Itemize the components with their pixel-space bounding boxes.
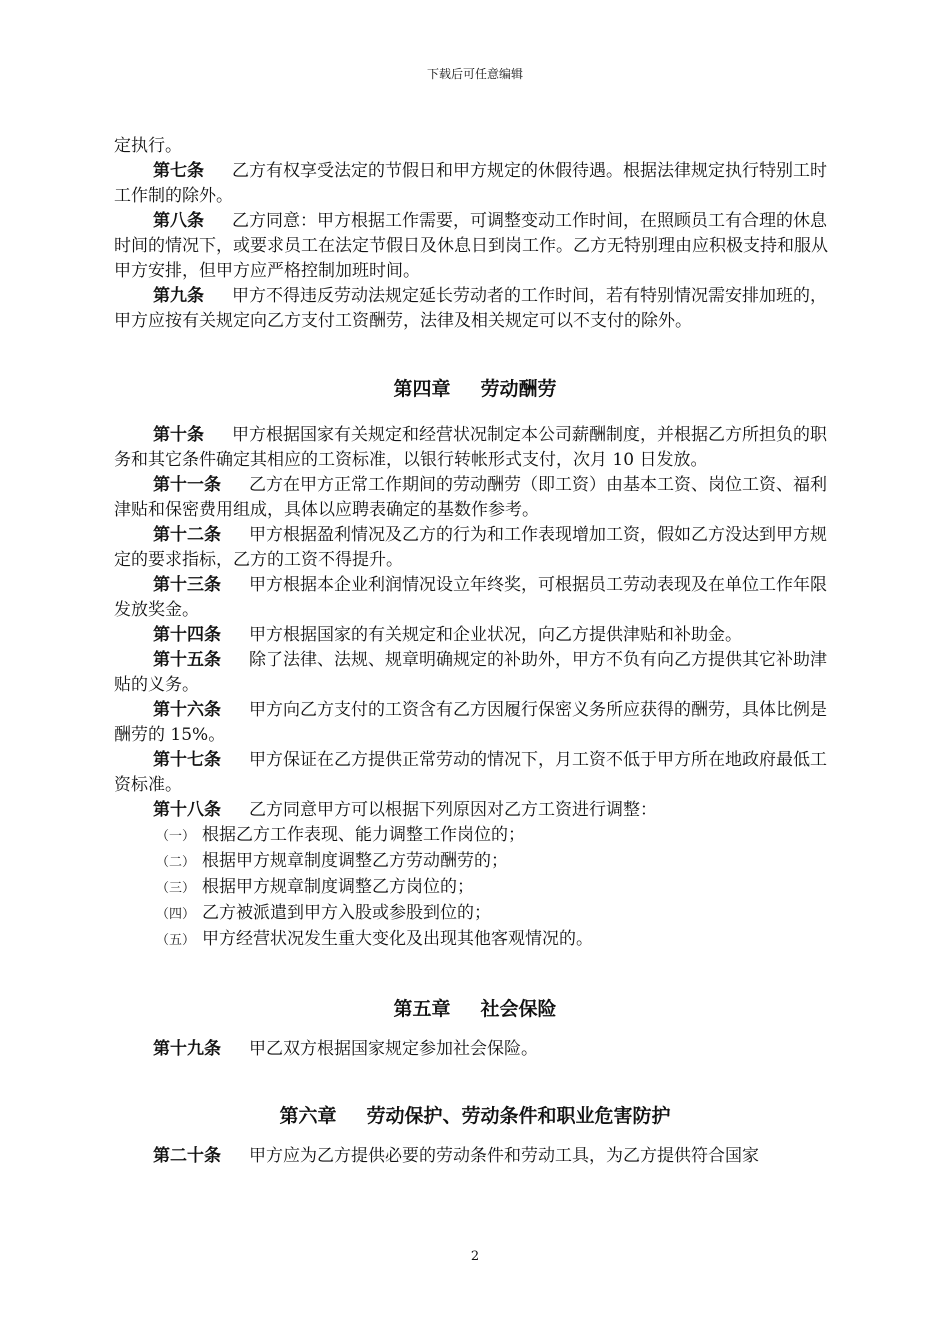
article-number: 第二十条: [153, 1146, 221, 1166]
article-7: [114, 159, 836, 209]
article-number: 第十八条: [153, 800, 221, 820]
document-body: [114, 134, 836, 1169]
article-number: 第十九条: [153, 1039, 221, 1059]
article-19: [114, 1037, 836, 1062]
article-number: 第十条: [153, 425, 204, 445]
chapter-5-heading: [114, 996, 836, 1022]
list-item-text: 甲方经营状况发生重大变化及出现其他客观情况的。: [202, 929, 593, 949]
article-text: 甲方应为乙方提供必要的劳动条件和劳动工具，为乙方提供符合国家: [249, 1146, 759, 1166]
list-item: [114, 927, 836, 953]
article-8: [114, 209, 836, 284]
article-17: [114, 748, 836, 798]
article-text: 甲方根据国家的有关规定和企业状况，向乙方提供津贴和补助金。: [249, 625, 742, 645]
article-text: 甲方向乙方支付的工资含有乙方因履行保密义务所应获得的酬劳，具体比例是酬劳的 15%。: [114, 700, 827, 745]
list-item: [114, 849, 836, 875]
article-9: [114, 284, 836, 334]
continued-text: 定执行。: [114, 136, 182, 156]
list-item-number: （五）: [156, 933, 196, 948]
chapter-title: 社会保险: [480, 998, 557, 1020]
article-number: 第十五条: [153, 650, 221, 670]
chapter-number: 第六章: [279, 1105, 337, 1127]
article-text: 甲方根据本企业利润情况设立年终奖，可根据员工劳动表现及在单位工作年限发放奖金。: [114, 575, 827, 620]
article-number: 第十一条: [153, 475, 221, 495]
article-number: 第九条: [153, 286, 204, 306]
chapter-title: 劳动酬劳: [480, 378, 557, 400]
list-item-number: （四）: [156, 907, 196, 922]
chapter-number: 第五章: [393, 998, 451, 1020]
article-text: 甲方根据国家有关规定和经营状况制定本公司薪酬制度，并根据乙方所担负的职务和其它条件确定其相应的工资标准，以银行转帐形式支付，次月 10 日发放。: [114, 425, 827, 470]
article-text: 甲方不得违反劳动法规定延长劳动者的工作时间，若有特别情况需安排加班的，甲方应按有关规定向乙方支付工资酬劳，法律及相关规定可以不支付的除外。: [114, 286, 827, 331]
list-item-number: （一）: [156, 829, 196, 844]
article-text: 甲乙双方根据国家规定参加社会保险。: [249, 1039, 538, 1059]
list-item-text: 根据甲方规章制度调整乙方岗位的；: [202, 877, 474, 897]
list-item-number: （三）: [156, 881, 196, 896]
list-item-text: 根据乙方工作表现、能力调整工作岗位的；: [202, 825, 525, 845]
page-number: 2: [470, 1249, 480, 1264]
article-number: 第十三条: [153, 575, 221, 595]
article-text: 乙方在甲方正常工作期间的劳动酬劳（即工资）由基本工资、岗位工资、福利津贴和保密费用组成，具体以应聘表确定的基数作参考。: [114, 475, 827, 520]
article-10: [114, 423, 836, 473]
list-item: [114, 875, 836, 901]
article-number: 第八条: [153, 211, 204, 231]
article-text: 乙方有权享受法定的节假日和甲方规定的休假待遇。根据法律规定执行特别工时工作制的除外。: [114, 161, 827, 206]
chapter-6-heading: [114, 1103, 836, 1129]
article-12: [114, 523, 836, 573]
article-number: 第十四条: [153, 625, 221, 645]
article-18: [114, 798, 836, 823]
article-20: [114, 1144, 836, 1169]
article-11: [114, 473, 836, 523]
article-text: 乙方同意甲方可以根据下列原因对乙方工资进行调整：: [249, 800, 657, 820]
list-item-text: 根据甲方规章制度调整乙方劳动酬劳的；: [202, 851, 508, 871]
article-text: 乙方同意：甲方根据工作需要，可调整变动工作时间，在照顾员工有合理的休息时间的情况下，或要求员工在法定节假日及休息日到岗工作。乙方无特别理由应积极支持和服从甲方安排，但甲方应严格控制加班时间。: [114, 211, 828, 281]
article-text: 除了法律、法规、规章明确规定的补助外，甲方不负有向乙方提供其它补助津贴的义务。: [114, 650, 827, 695]
article-15: [114, 648, 836, 698]
article-text: 甲方根据盈利情况及乙方的行为和工作表现增加工资，假如乙方没达到甲方规定的要求指标，乙方的工资不得提升。: [114, 525, 827, 570]
article-16: [114, 698, 836, 748]
list-item-text: 乙方被派遣到甲方入股或参股到位的；: [202, 903, 491, 923]
article-number: 第七条: [153, 161, 204, 181]
list-item: [114, 901, 836, 927]
article-14: [114, 623, 836, 648]
article-number: 第十二条: [153, 525, 221, 545]
chapter-4-heading: [114, 376, 836, 402]
article-text: 甲方保证在乙方提供正常劳动的情况下，月工资不低于甲方所在地政府最低工资标准。: [114, 750, 827, 795]
chapter-number: 第四章: [393, 378, 451, 400]
page-header: 下载后可任意编辑: [426, 67, 523, 81]
chapter-title: 劳动保护、劳动条件和职业危害防护: [366, 1105, 671, 1127]
article-13: [114, 573, 836, 623]
article-number: 第十六条: [153, 700, 221, 720]
list-item: [114, 823, 836, 849]
list-item-number: （二）: [156, 855, 196, 870]
article-number: 第十七条: [153, 750, 221, 770]
